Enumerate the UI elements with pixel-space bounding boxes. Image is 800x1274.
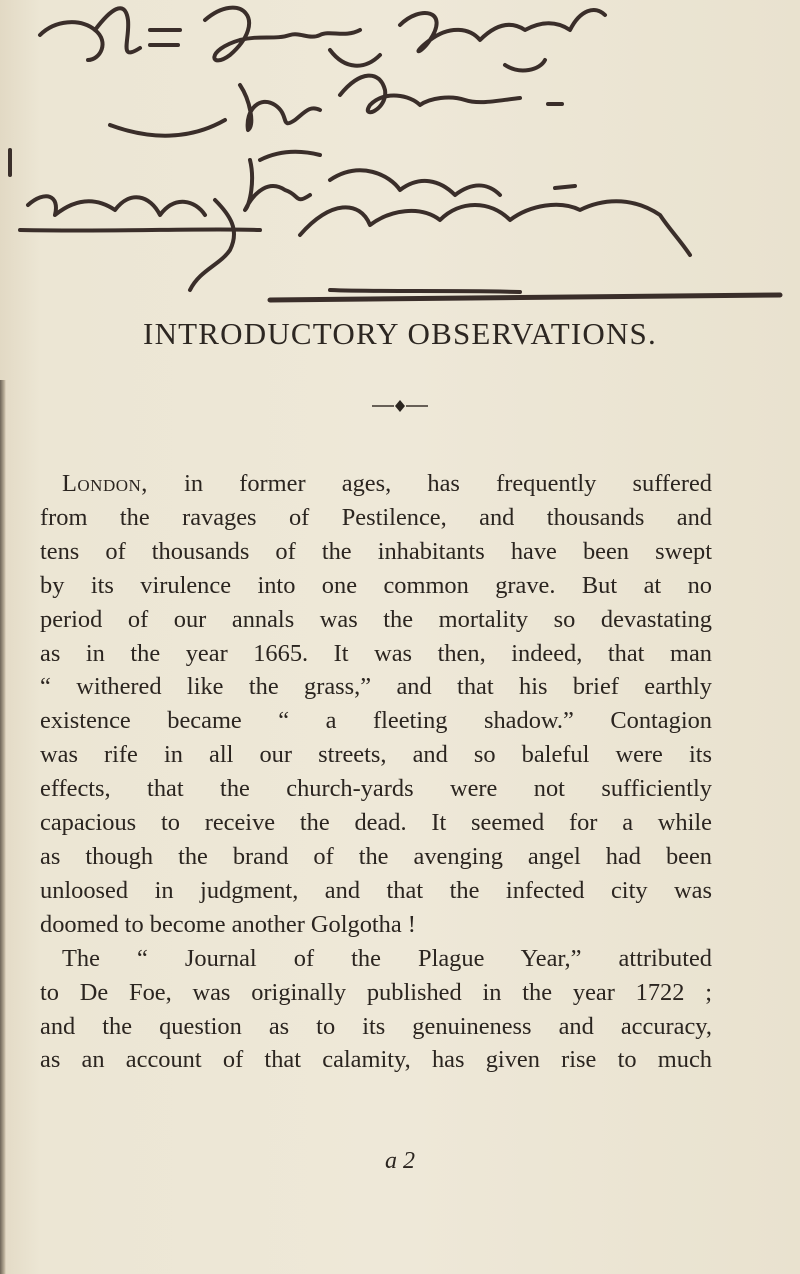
text-line: as though the brand of the avenging angel had been <box>40 842 712 870</box>
text-line: period of our annals was the mortality so devastating <box>40 605 712 633</box>
text-line: as in the year 1665. It was then, indeed, that man <box>40 639 712 667</box>
page-binding-edge <box>0 380 6 1274</box>
lead-word: London, <box>62 470 148 497</box>
text-line: existence became “ a fleeting shadow.” Contagion <box>40 707 712 735</box>
signature-mark: a 2 <box>385 1148 415 1174</box>
text-line: doomed to become another Golgotha ! <box>40 910 416 938</box>
text-line: “ withered like the grass,” and that his brief earthly <box>40 673 712 701</box>
text-line: and the question as to its genuineness and accuracy, <box>40 1012 712 1040</box>
text-line: by its virulence into one common grave. But at no <box>40 571 712 599</box>
text-line: capacious to receive the dead. It seemed for a while <box>40 809 712 837</box>
text-line: effects, that the church-yards were not sufficiently <box>40 775 712 803</box>
ornament-divider-icon <box>372 398 428 414</box>
text-line: was rife in all our streets, and so baleful were its <box>40 741 712 769</box>
text-line: from the ravages of Pestilence, and thousands and <box>40 503 712 531</box>
page-heading: INTRODUCTORY OBSERVATIONS. <box>143 316 657 351</box>
text-line: tens of thousands of the inhabitants have been swept <box>40 537 712 565</box>
text-line: unloosed in judgment, and that the infected city was <box>40 876 712 904</box>
text-line: The “ Journal of the Plague Year,” attributed <box>62 944 712 972</box>
text-line: to De Foe, was originally published in the year 1722 ; <box>40 978 712 1006</box>
text-line: London, in former ages, has frequently suffered <box>62 470 712 497</box>
body-text <box>40 467 712 1077</box>
handwritten-inscription-icon <box>0 0 800 330</box>
text-line: as an account of that calamity, has given rise to much <box>40 1046 712 1074</box>
